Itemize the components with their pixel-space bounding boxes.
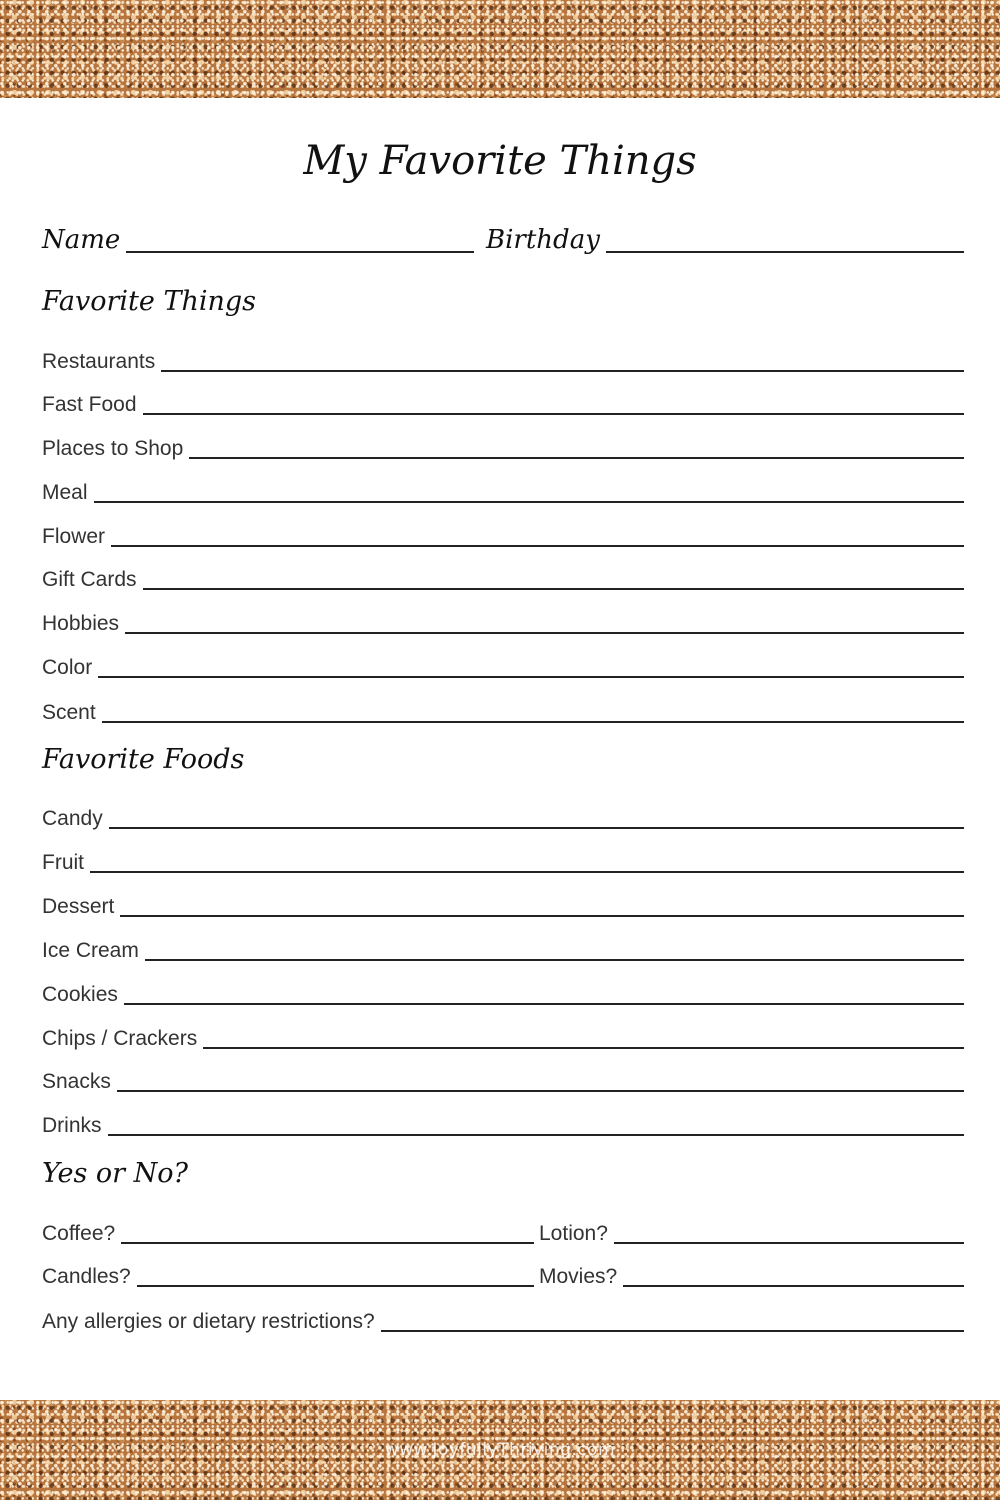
- field-label: Ice Cream: [42, 939, 139, 962]
- field-scent[interactable]: [42, 694, 964, 724]
- field-coffee[interactable]: [42, 1215, 534, 1245]
- field-label: Coffee?: [42, 1222, 116, 1245]
- field-label: Candles?: [42, 1265, 131, 1288]
- field-line[interactable]: [120, 915, 964, 917]
- field-label: Dessert: [42, 895, 115, 918]
- field-label: Drinks: [42, 1114, 102, 1137]
- field-line[interactable]: [94, 501, 964, 503]
- field-candles[interactable]: [42, 1258, 534, 1288]
- field-line[interactable]: [109, 827, 964, 829]
- field-allergies[interactable]: [42, 1303, 964, 1333]
- section-title-favorite-things: Favorite Things: [42, 286, 257, 317]
- field-chips-crackers[interactable]: [42, 1020, 964, 1050]
- field-line[interactable]: [125, 632, 964, 634]
- birthday-label: Birthday: [486, 225, 600, 255]
- field-label: Cookies: [42, 983, 118, 1006]
- footer-url: www.JoyfullyThriving.com: [384, 1440, 616, 1460]
- field-line[interactable]: [623, 1285, 964, 1287]
- field-movies[interactable]: [539, 1258, 964, 1288]
- field-label: Places to Shop: [42, 437, 184, 460]
- birthday-field[interactable]: [486, 224, 964, 254]
- field-candy[interactable]: [42, 800, 964, 830]
- field-label: Restaurants: [42, 350, 156, 373]
- field-color[interactable]: [42, 649, 964, 679]
- field-places-to-shop[interactable]: [42, 430, 964, 460]
- field-line[interactable]: [614, 1242, 964, 1244]
- field-restaurants[interactable]: [42, 343, 964, 373]
- field-label: Chips / Crackers: [42, 1027, 198, 1050]
- field-line[interactable]: [111, 545, 964, 547]
- page-title: My Favorite Things: [303, 138, 697, 184]
- field-line[interactable]: [145, 959, 964, 961]
- field-line[interactable]: [381, 1330, 964, 1332]
- section-title-yes-or-no: Yes or No?: [42, 1158, 188, 1189]
- birthday-line[interactable]: [606, 251, 964, 253]
- field-drinks[interactable]: [42, 1107, 964, 1137]
- field-line[interactable]: [124, 1003, 964, 1005]
- field-label: Fast Food: [42, 393, 137, 416]
- field-label: Snacks: [42, 1070, 111, 1093]
- field-label: Scent: [42, 701, 96, 724]
- field-line[interactable]: [143, 413, 964, 415]
- field-lotion[interactable]: [539, 1215, 964, 1245]
- name-line[interactable]: [126, 251, 474, 253]
- field-label: Movies?: [539, 1265, 618, 1288]
- field-line[interactable]: [117, 1090, 964, 1092]
- field-line[interactable]: [108, 1134, 964, 1136]
- field-meal[interactable]: [42, 474, 964, 504]
- section-title-favorite-foods: Favorite Foods: [42, 744, 245, 775]
- field-ice-cream[interactable]: [42, 932, 964, 962]
- field-label: Gift Cards: [42, 568, 137, 591]
- field-label: Any allergies or dietary restrictions?: [42, 1310, 375, 1333]
- field-label: Hobbies: [42, 612, 120, 635]
- glitter-banner-top: [0, 0, 1000, 98]
- field-line[interactable]: [189, 457, 964, 459]
- field-hobbies[interactable]: [42, 605, 964, 635]
- field-line[interactable]: [98, 676, 964, 678]
- name-label: Name: [42, 225, 121, 255]
- field-line[interactable]: [102, 721, 964, 723]
- field-flower[interactable]: [42, 518, 964, 548]
- field-line[interactable]: [203, 1047, 964, 1049]
- field-label: Color: [42, 656, 93, 679]
- field-line[interactable]: [137, 1285, 534, 1287]
- field-label: Flower: [42, 525, 106, 548]
- field-gift-cards[interactable]: [42, 561, 964, 591]
- field-cookies[interactable]: [42, 976, 964, 1006]
- field-dessert[interactable]: [42, 888, 964, 918]
- field-snacks[interactable]: [42, 1063, 964, 1093]
- field-label: Fruit: [42, 851, 84, 874]
- field-fruit[interactable]: [42, 844, 964, 874]
- field-line[interactable]: [161, 370, 964, 372]
- field-label: Meal: [42, 481, 88, 504]
- field-fast-food[interactable]: [42, 386, 964, 416]
- field-line[interactable]: [143, 588, 964, 590]
- field-line[interactable]: [90, 871, 964, 873]
- field-label: Candy: [42, 807, 103, 830]
- name-field[interactable]: [42, 224, 474, 254]
- field-label: Lotion?: [539, 1222, 608, 1245]
- field-line[interactable]: [121, 1242, 534, 1244]
